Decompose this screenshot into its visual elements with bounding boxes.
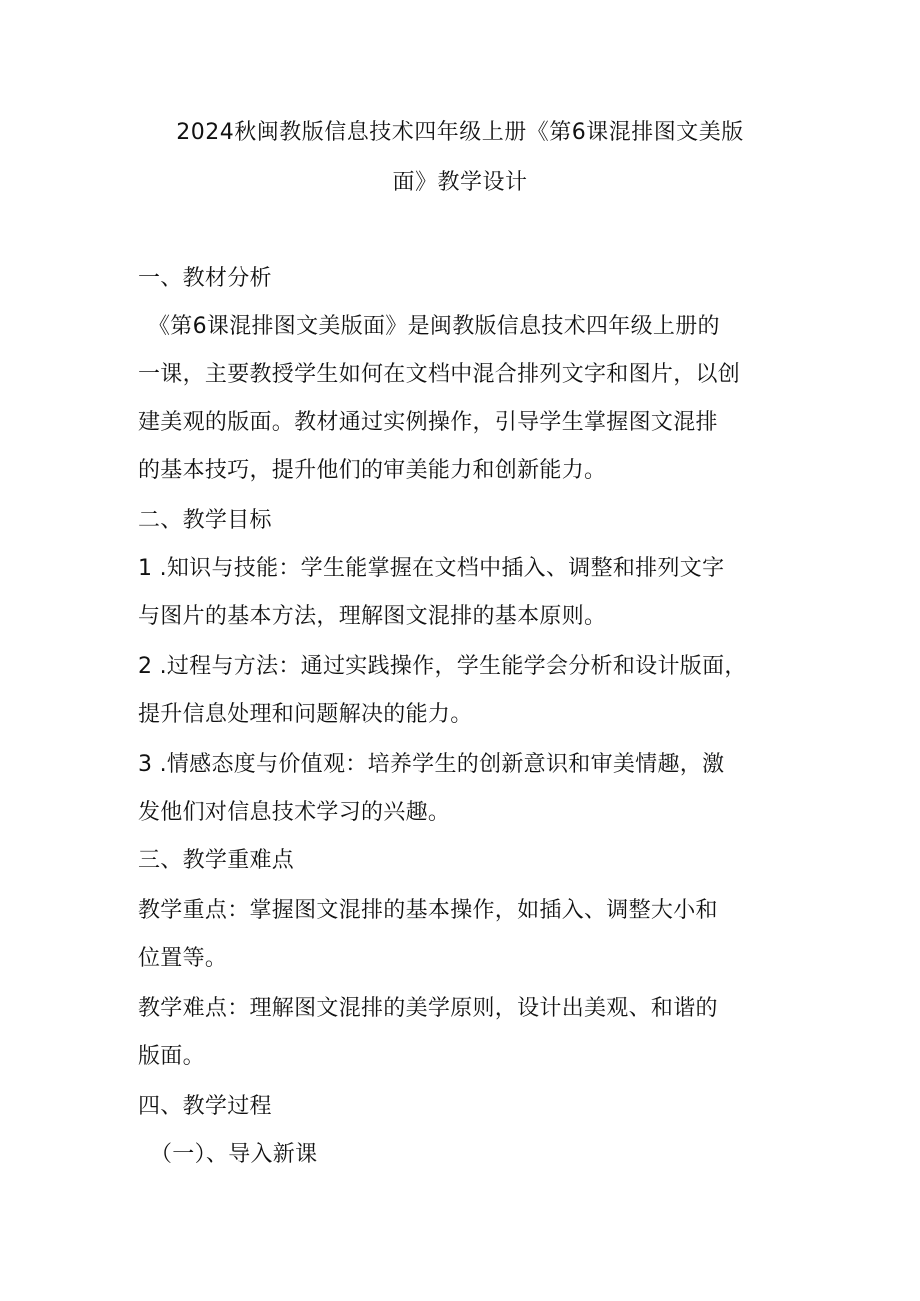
paragraph-line: 位置等。 <box>138 946 228 971</box>
list-item-line: 发他们对信息技术学习的兴趣。 <box>138 800 451 825</box>
paragraph-line: 建美观的版面。教材通过实例操作，引导学生掌握图文混排 <box>138 410 718 435</box>
list-item-line: 3 .情感态度与价值观：培养学生的创新意识和审美情趣，激 <box>138 752 725 777</box>
paragraph-line: 的基本技巧，提升他们的审美能力和创新能力。 <box>138 458 607 483</box>
list-item-line: 与图片的基本方法，理解图文混排的基本原则。 <box>138 604 607 629</box>
list-item-line: 提升信息处理和问题解决的能力。 <box>138 702 473 727</box>
paragraph-line: 教学难点：理解图文混排的美学原则，设计出美观、和谐的 <box>138 996 718 1021</box>
list-item-line: 1 .知识与技能：学生能掌握在文档中插入、调整和排列文字 <box>138 556 725 581</box>
paragraph-line: 版面。 <box>138 1044 205 1069</box>
paragraph-line: 《第6课混排图文美版面》是闽教版信息技术四年级上册的 <box>148 314 720 339</box>
subsection-heading-introduction: （一）、导入新课 <box>150 1142 318 1167</box>
section-heading-teaching-objectives: 二、教学目标 <box>138 508 272 533</box>
section-heading-teaching-process: 四、教学过程 <box>138 1094 272 1119</box>
section-heading-material-analysis: 一、教材分析 <box>138 266 272 291</box>
list-item-line: 2 .过程与方法：通过实践操作，学生能学会分析和设计版面， <box>138 654 747 679</box>
document-title-line-1: 2024秋闽教版信息技术四年级上册《第6课混排图文美版 <box>176 120 744 145</box>
section-heading-key-points: 三、教学重难点 <box>138 848 295 873</box>
paragraph-line: 教学重点：掌握图文混排的基本操作，如插入、调整大小和 <box>138 898 718 923</box>
document-title-line-2: 面》教学设计 <box>392 170 528 195</box>
paragraph-line: 一课，主要教授学生如何在文档中混合排列文字和图片，以创 <box>138 362 741 387</box>
